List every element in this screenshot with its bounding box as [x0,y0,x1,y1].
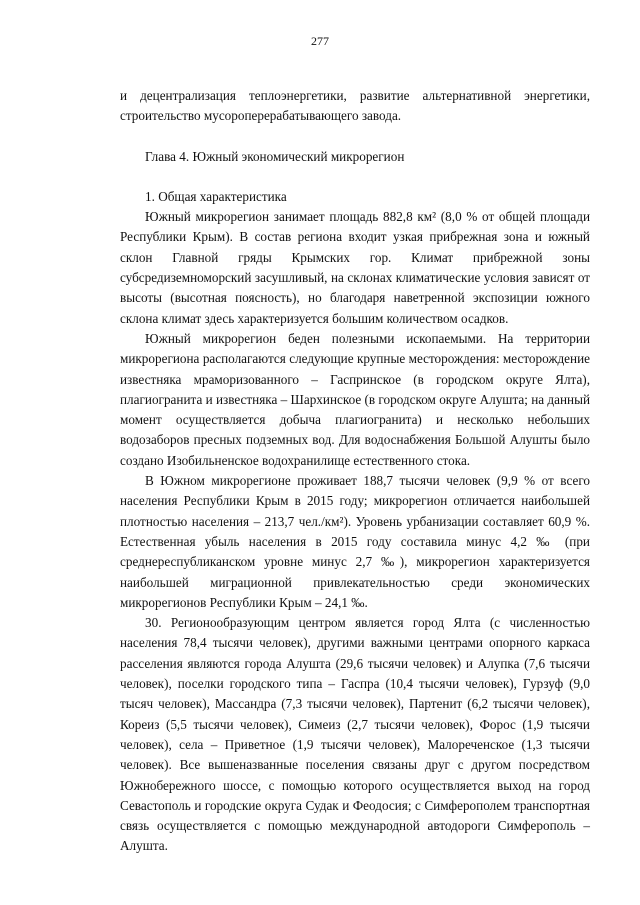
paragraph-settlements: 30. Регионообразующим центром является город Ялта (с численностью населения 78,4 тысячи человек), другими важными центрами опорного каркаса расселения являются города Алушта (29,6 тысячи человек) и Алупка (7,6 тысячи человек), поселки городского типа – Гаспра (10,4 тысячи человек), Гурзуф (9,0 тысяч человек), Массандра (7,3 тысячи человек), Партенит (6,2 тысячи человек), Кореиз (5,5 тысячи человек), Симеиз (2,7 тысячи человек), Форос (1,9 тысячи человек), села – Приветное (1,9 тысячи человек), Малореченское (1,3 тысячи человек). Все вышеназванные поселения связаны друг с другом посредством Южнобережного шоссе, с помощью которого осуществляется выход на город Севастополь и городские округа Судак и Феодосия; с Симферополем транспортная связь осуществляется с помощью международной автодороги Симферополь – Алушта. [120,615,590,854]
section-title: 1. Общая характеристика [145,188,287,204]
paragraph-resources: Южный микрорегион беден полезными ископаемыми. На территории микрорегиона располагаются следующие крупные месторождения: месторождение известняка мраморизованного – Гаспринское (в городском округе Ялта), плагиогранита и известняка – Шархинское (в городском округе Алушта; на данный момент осуществляется добыча плагиогранита) и несколько небольших водозаборов пресных подземных вод. Для водоснабжения Большой Алушты было создано Изобильненское водохранилище естественного стока. [120,330,590,468]
page-number: 277 [311,34,329,48]
paragraph-area: Южный микрорегион занимает площадь 882,8 км² (8,0 % от общей площади Республики Крым). В состав региона входит узкая прибрежная зона и южный склон Главной гряды Крымских гор. Климат прибрежной зоны субсредиземноморский засушливый, на склонах климатические условия зависят от высоты (высотная поясность), но благодаря наветренной экспозиции южного склона климат здесь характеризуется большим количеством осадков. [120,209,590,326]
chapter-title: Глава 4. Южный экономический микрорегион [145,148,405,164]
paragraph-population: В Южном микрорегионе проживает 188,7 тысячи человек (9,9 % от всего населения Республики Крым в 2015 году; микрорегион отличается наибольшей плотностью населения – 213,7 чел./км²). Уровень урбанизации составляет 60,9 %. Естественная убыль населения в 2015 году составила минус 4,2 ‰ (при среднереспубликанском уровне минус 2,7 ‰), микрорегион характеризуется наибольшей миграционной привлекательностью среди экономических микрорегионов Республики Крым – 24,1 ‰. [120,473,590,610]
document-body [120,86,590,857]
paragraph-intro: и децентрализация теплоэнергетики, развитие альтернативной энергетики, строительство мусороперерабатывающего завода. [120,88,590,124]
